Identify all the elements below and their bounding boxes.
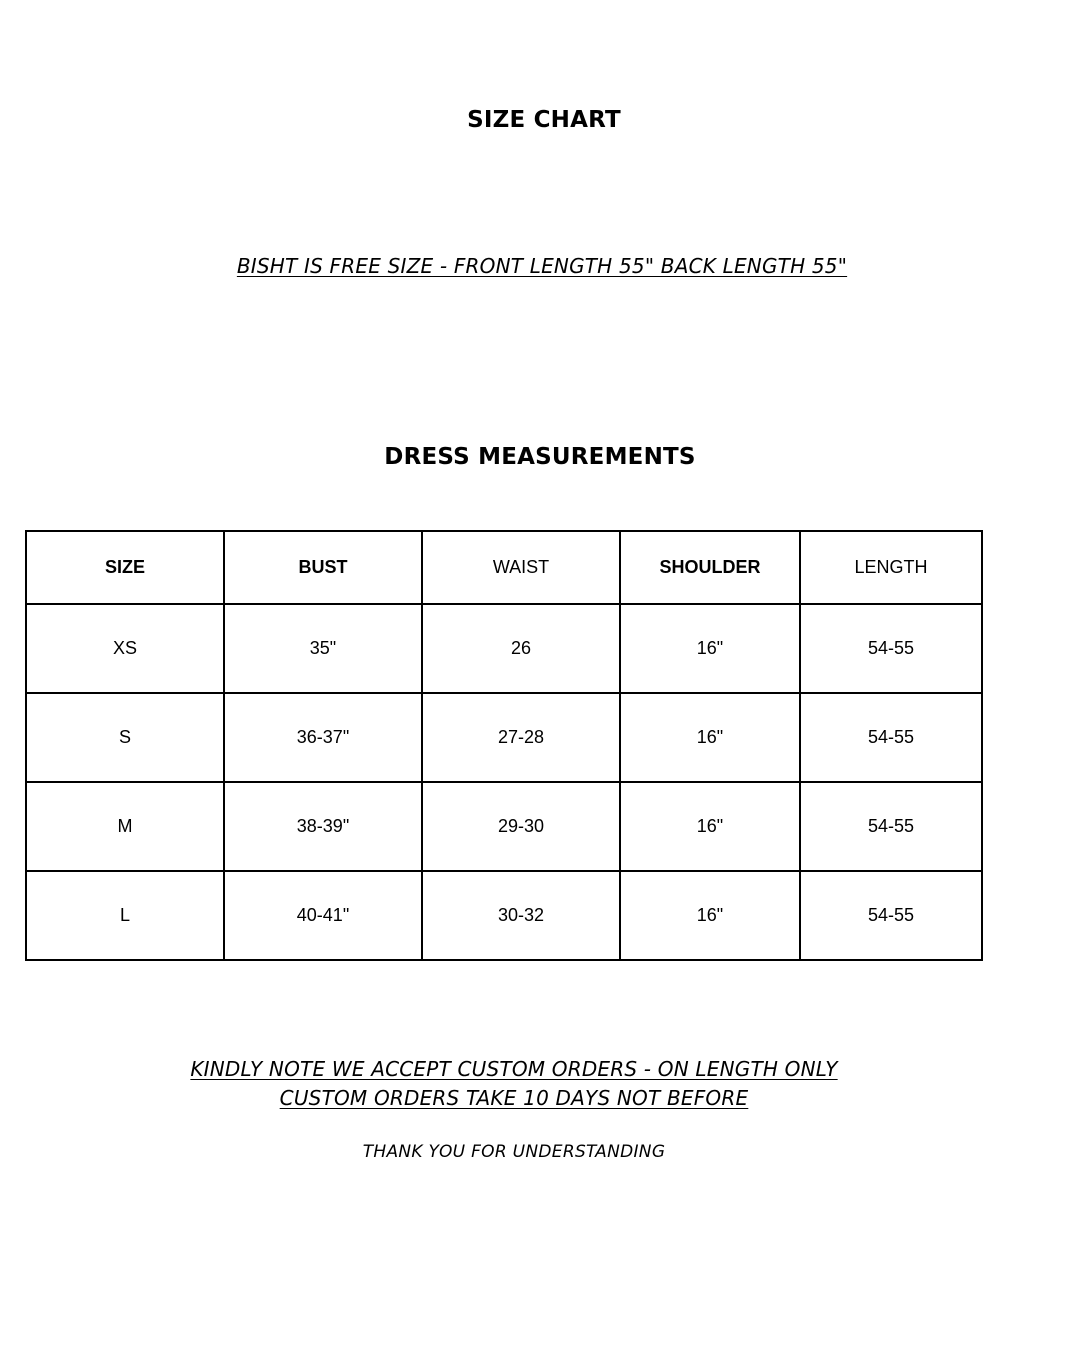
cell-length: 54-55 [800,782,982,871]
cell-shoulder: 16" [620,693,800,782]
cell-shoulder: 16" [620,871,800,960]
bisht-note: BISHT IS FREE SIZE - FRONT LENGTH 55" BACK LENGTH 55" [236,254,848,278]
cell-shoulder: 16" [620,782,800,871]
size-table [25,530,983,961]
custom-orders-timing-note: CUSTOM ORDERS TAKE 10 DAYS NOT BEFORE [279,1086,749,1110]
header-waist: WAIST [422,531,620,604]
table-row [26,604,982,693]
header-size: SIZE [26,531,224,604]
cell-size: M [26,782,224,871]
cell-bust: 35" [224,604,422,693]
table-row [26,782,982,871]
custom-orders-note: KINDLY NOTE WE ACCEPT CUSTOM ORDERS - ON LENGTH ONLY [190,1057,838,1081]
cell-size: L [26,871,224,960]
dress-measurements-heading: DRESS MEASUREMENTS [384,444,696,470]
cell-waist: 26 [422,604,620,693]
cell-waist: 27-28 [422,693,620,782]
thank-you-note: THANK YOU FOR UNDERSTANDING [362,1142,666,1162]
cell-length: 54-55 [800,604,982,693]
header-length: LENGTH [800,531,982,604]
cell-size: XS [26,604,224,693]
page-title: SIZE CHART [467,107,621,133]
cell-waist: 30-32 [422,871,620,960]
cell-size: S [26,693,224,782]
cell-length: 54-55 [800,871,982,960]
cell-bust: 40-41" [224,871,422,960]
cell-length: 54-55 [800,693,982,782]
table-header-row [26,531,982,604]
header-shoulder: SHOULDER [620,531,800,604]
table-row [26,871,982,960]
cell-shoulder: 16" [620,604,800,693]
table-row [26,693,982,782]
cell-waist: 29-30 [422,782,620,871]
header-bust: BUST [224,531,422,604]
cell-bust: 38-39" [224,782,422,871]
cell-bust: 36-37" [224,693,422,782]
